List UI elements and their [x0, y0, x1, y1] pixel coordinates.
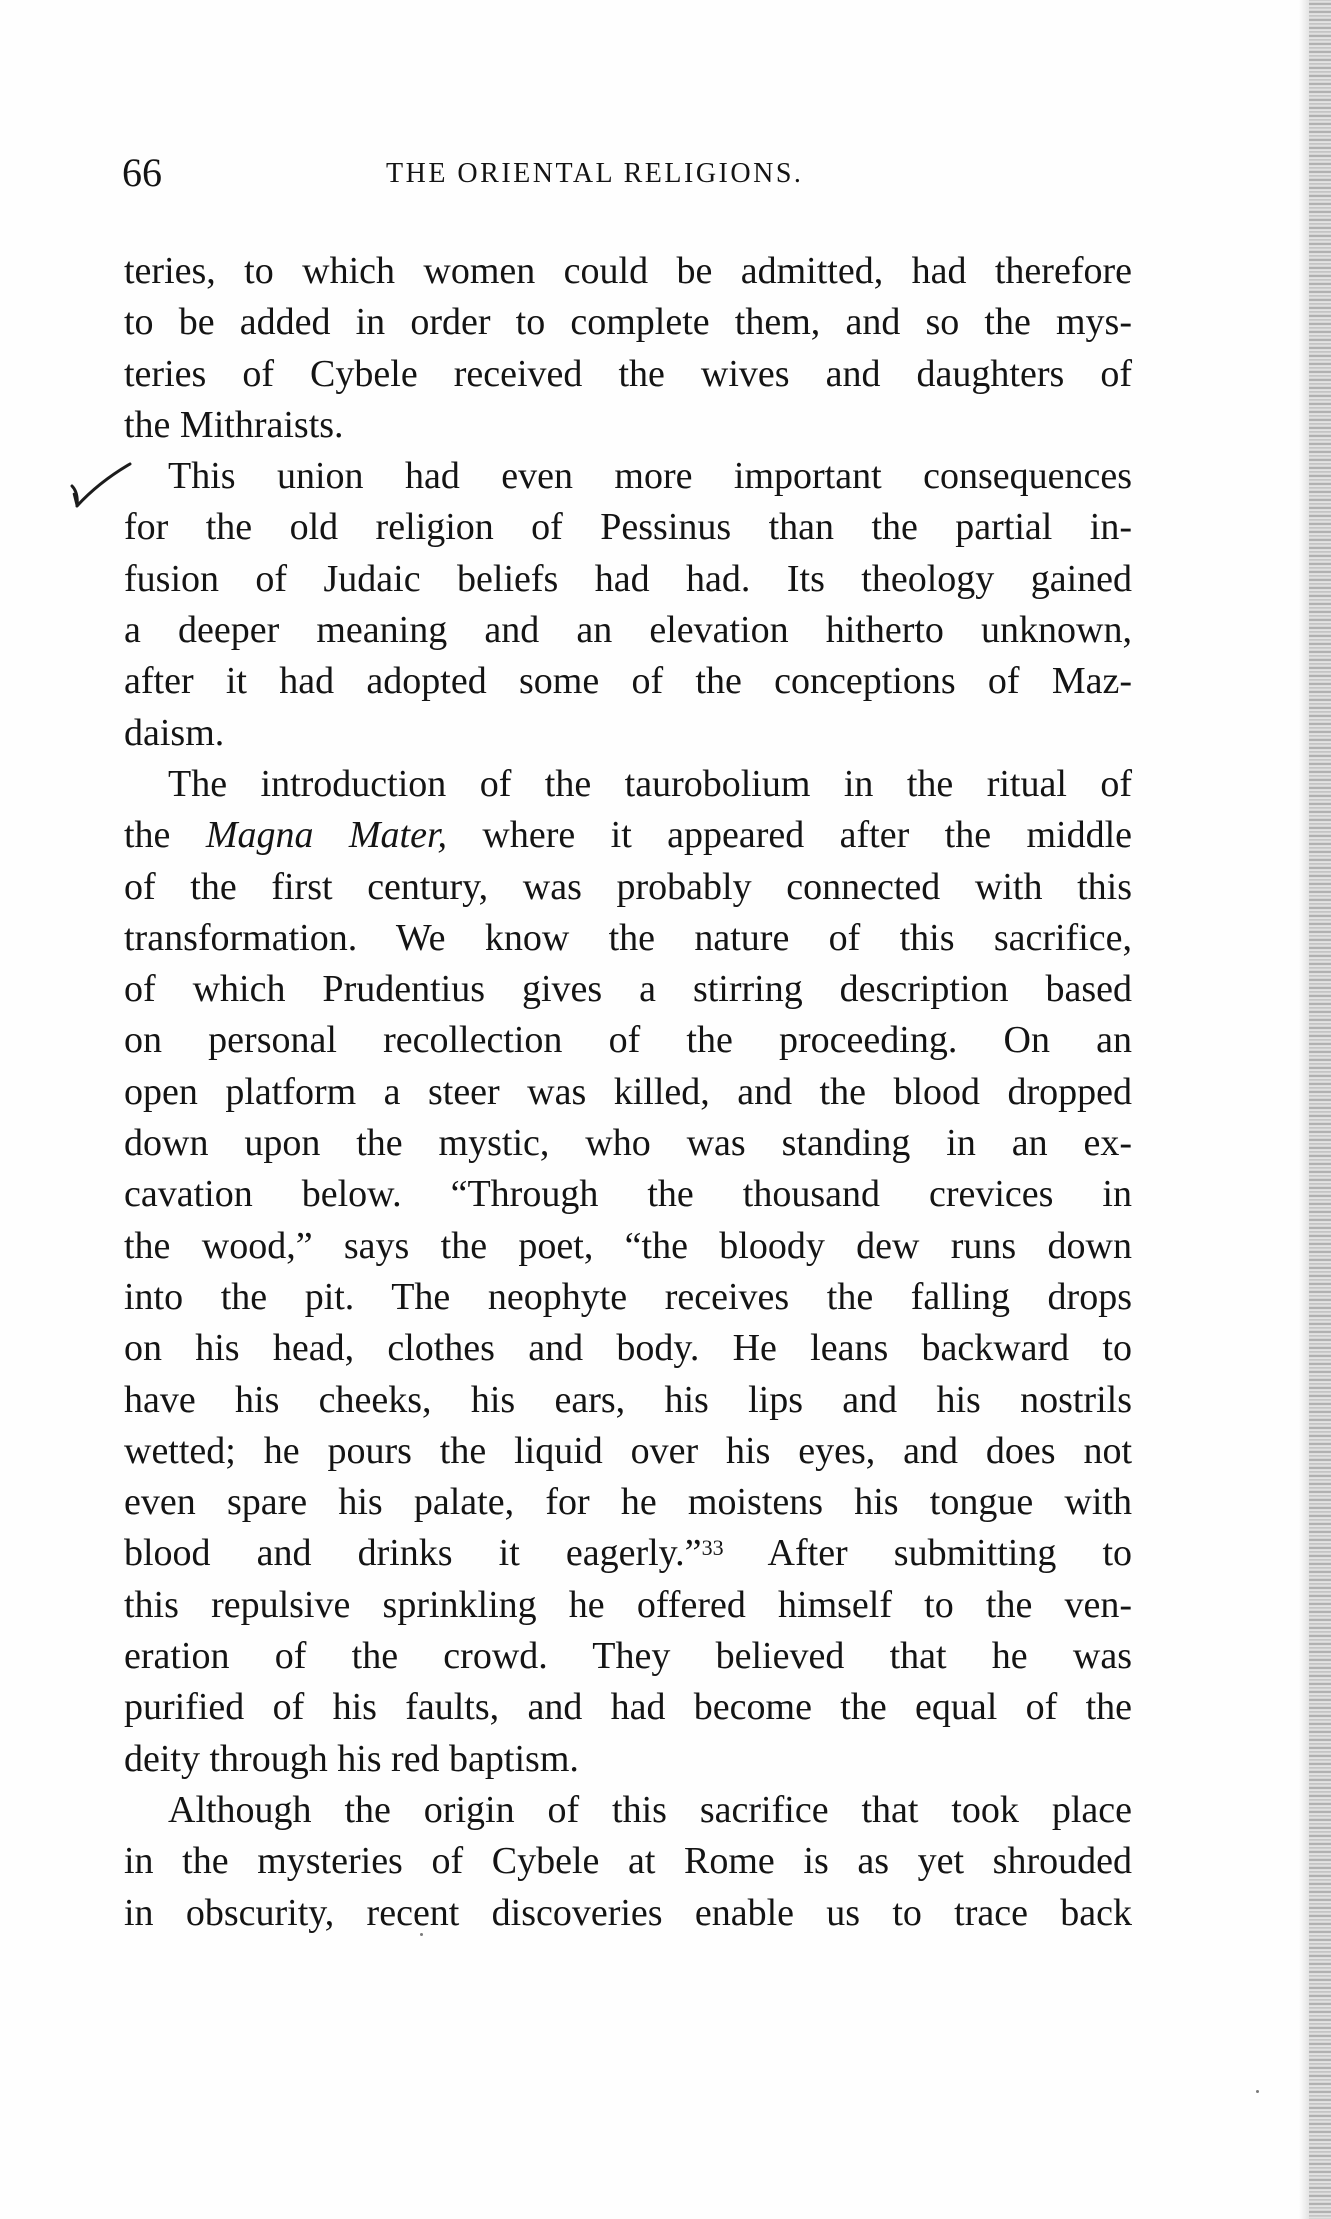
- text-line: the wood,” says the poet, “the bloody dew runs down: [124, 1224, 1132, 1267]
- text-run: blood and drinks it eagerly.”: [124, 1532, 702, 1575]
- text-line: in the mysteries of Cybele at Rome is as yet shrouded: [124, 1840, 1132, 1883]
- italic-title: Magna Mater,: [205, 814, 448, 857]
- text-line: the Mithraists.: [124, 403, 344, 446]
- text-line: to be added in order to complete them, and so the mys-: [124, 301, 1132, 344]
- paragraph-4: [124, 1785, 1132, 1939]
- text-line: Although the origin of this sacrifice that took place: [168, 1788, 1132, 1831]
- footnote-reference[interactable]: 33: [701, 1535, 724, 1561]
- text-line: in obscurity, recent discoveries enable us to trace back: [124, 1891, 1132, 1934]
- text-run: the: [124, 814, 206, 857]
- text-line: for the old religion of Pessinus than the partial in-: [124, 506, 1132, 549]
- text-line: on personal recollection of the proceeding. On an: [124, 1019, 1132, 1062]
- text-line: have his cheeks, his ears, his lips and his nostrils: [124, 1378, 1132, 1421]
- running-head: [122, 148, 1122, 198]
- paragraph-2: [124, 451, 1132, 759]
- text-line: cavation below. “Through the thousand crevices in: [124, 1173, 1132, 1216]
- scan-speck: [1256, 2090, 1259, 2093]
- text-line: after it had adopted some of the conceptions of Maz-: [124, 660, 1132, 703]
- page-number: 66: [122, 150, 162, 195]
- text-line: on his head, clothes and body. He leans backward to: [124, 1327, 1132, 1370]
- text-line-with-note-ref: [124, 1528, 1132, 1579]
- page-edge-shadow: [1299, 0, 1309, 2219]
- text-line: eration of the crowd. They believed that he was: [124, 1635, 1132, 1678]
- text-line: of which Prudentius gives a stirring description based: [124, 968, 1132, 1011]
- scan-speck: [420, 1933, 423, 1936]
- text-line: down upon the mystic, who was standing in an ex-: [124, 1122, 1132, 1165]
- text-line: The introduction of the taurobolium in the ritual of: [168, 762, 1132, 805]
- text-line: this repulsive sprinkling he offered himself to the ven-: [124, 1583, 1132, 1626]
- body-text: [124, 246, 1132, 1939]
- text-line: purified of his faults, and had become the equal of the: [124, 1686, 1132, 1729]
- text-line: a deeper meaning and an elevation hitherto unknown,: [124, 609, 1132, 652]
- text-line: of the first century, was probably connected with this: [124, 865, 1132, 908]
- text-line: fusion of Judaic beliefs had had. Its theology gained: [124, 557, 1132, 600]
- page-edge-scan-artifact: [1309, 0, 1331, 2219]
- text-line: open platform a steer was killed, and the blood dropped: [124, 1070, 1132, 1113]
- text-line: teries, to which women could be admitted, had therefore: [124, 250, 1132, 292]
- text-line: teries of Cybele received the wives and daughters of: [124, 352, 1132, 395]
- text-run: After submitting to: [723, 1532, 1133, 1575]
- paragraph-1: [124, 246, 1132, 451]
- text-line: wetted; he pours the liquid over his eyes, and does not: [124, 1429, 1132, 1472]
- text-run: where it appeared after the middle: [447, 814, 1132, 857]
- text-line: even spare his palate, for he moistens his tongue with: [124, 1481, 1132, 1524]
- text-line: transformation. We know the nature of this sacrifice,: [124, 916, 1132, 959]
- text-line: This union had even more important consequences: [168, 455, 1132, 498]
- text-line: into the pit. The neophyte receives the falling drops: [124, 1275, 1132, 1318]
- running-head-title: THE ORIENTAL RELIGIONS.: [386, 158, 804, 189]
- text-line-with-italic: [124, 810, 1132, 861]
- text-line: deity through his red baptism.: [124, 1737, 579, 1780]
- paragraph-3: [124, 759, 1132, 1785]
- text-line: daism.: [124, 711, 225, 754]
